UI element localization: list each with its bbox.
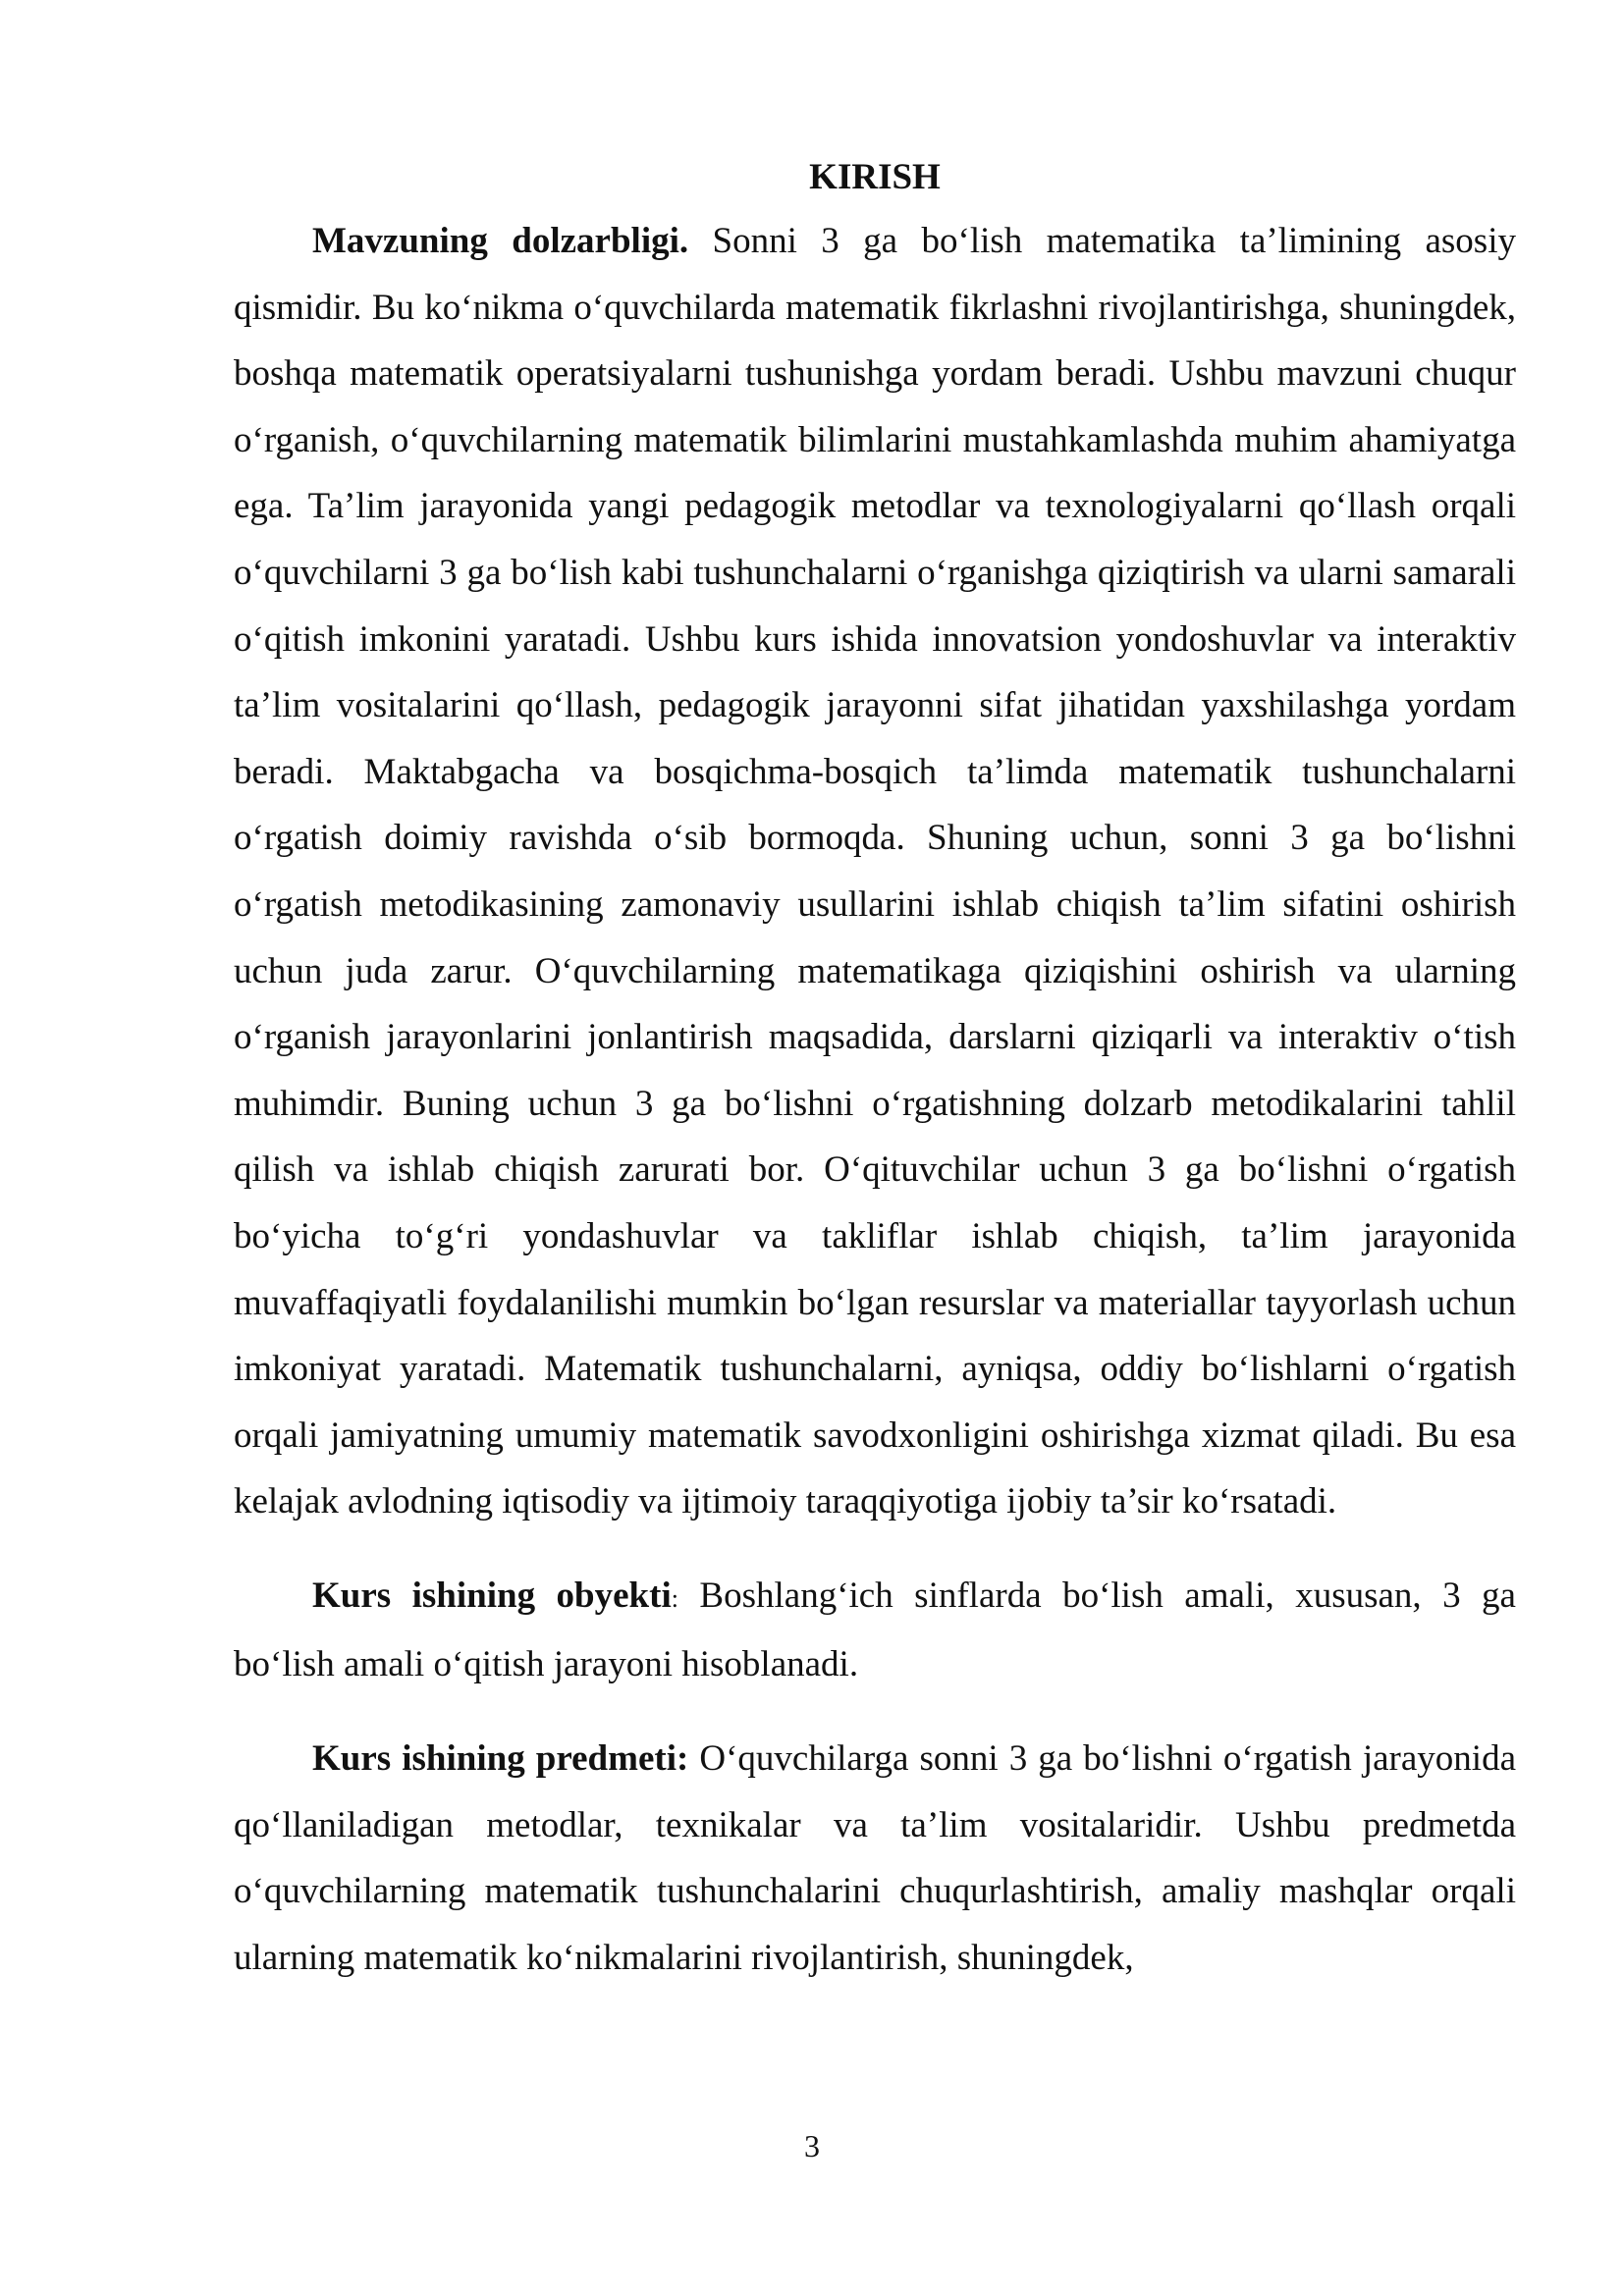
paragraph-relevance-text: Sonni 3 ga bo‘lish matematika ta’limining asosiy qismidir. Bu ko‘nikma o‘quvchilarda matematik fikrlashni rivojlantirishga, shuningdek, boshqa matematik operatsiyalarni tushunishga yordam beradi. Ushbu mavzuni chuqur o‘rganish, o‘quvchilarning matematik bilimlarini mustahkamlashda muhim ahamiyatga ega. Ta’lim jarayonida yangi pedagogik metodlar va texnologiyalarni qo‘llash orqali o‘quvchilarni 3 ga bo‘lish kabi tushunchalarni o‘rganishga qiziqtirish va ularni samarali o‘qitish imkonini yaratadi. Ushbu kurs ishida innovatsion yondoshuvlar va interaktiv ta’lim vositalarini qo‘llash, pedagogik jarayonni sifat jihatidan yaxshilashga yordam beradi. Maktabgacha va bosqichma-bosqich ta’limda matematik tushunchalarni o‘rgatish doimiy ravishda o‘sib bormoqda. Shuning uchun, sonni 3 ga bo‘lishni o‘rgatish metodikasining zamonaviy usullarini ishlab chiqish ta’lim sifatini oshirish uchun juda zarur. O‘quvchilarning matematikaga qiziqishini oshirish va ularning o‘rganish jarayonlarini jonlantirish maqsadida, darslarni qiziqarli va interaktiv o‘tish muhimdir. Buning uchun 3 ga bo‘lishni o‘rgatishning dolzarb metodikalarini tahlil qilish va ishlab chiqish zarurati bor. O‘qituvchilar uchun 3 ga bo‘lishni o‘rgatish bo‘yicha to‘g‘ri yondashuvlar va takliflar ishlab chiqish, ta’lim jarayonida muvaffaqiyatli foydalanilishi mumkin bo‘lgan resurslar va materiallar tayyorlash uchun imkoniyat yaratadi. Matematik tushunchalarni, ayniqsa, oddiy bo‘lishlarni o‘rgatish orqali jamiyatning umumiy matematik savodxonligini oshirishga xizmat qiladi. Bu esa kelajak avlodning iqtisodiy va ijtimoiy taraqqiyotiga ijobiy ta’sir ko‘rsatadi. [234, 221, 1516, 1522]
section-heading: KIRISH [809, 157, 941, 197]
page-number: 3 [804, 2128, 820, 2163]
paragraph-object [234, 1563, 1516, 1698]
paragraph-object-separator: : [671, 1583, 678, 1613]
paragraph-subject-text: O‘quvchilarga sonni 3 ga bo‘lishni o‘rgatish jarayonida qo‘llaniladigan metodlar, texnikalar va ta’lim vositalaridir. Ushbu predmetda o‘quvchilarning matematik tushunchalarini chuqurlashtirish, amaliy mashqlar orqali ularning matematik ko‘nikmalarini rivojlantirish, shuningdek, [234, 1738, 1516, 1978]
paragraph-object-text: Boshlang‘ich sinflarda bo‘lish amali, xususan, 3 ga bo‘lish amali o‘qitish jarayoni hisoblanadi. [234, 1575, 1516, 1685]
document-page [234, 147, 1516, 1991]
paragraph-subject-label: Kurs ishining predmeti: [312, 1738, 689, 1780]
paragraph-relevance-label: Mavzuning dolzarbligi. [312, 221, 689, 261]
paragraph-object-label: Kurs ishining obyekti [312, 1575, 672, 1616]
paragraph-relevance [234, 208, 1516, 1535]
paragraph-subject [234, 1726, 1516, 1991]
